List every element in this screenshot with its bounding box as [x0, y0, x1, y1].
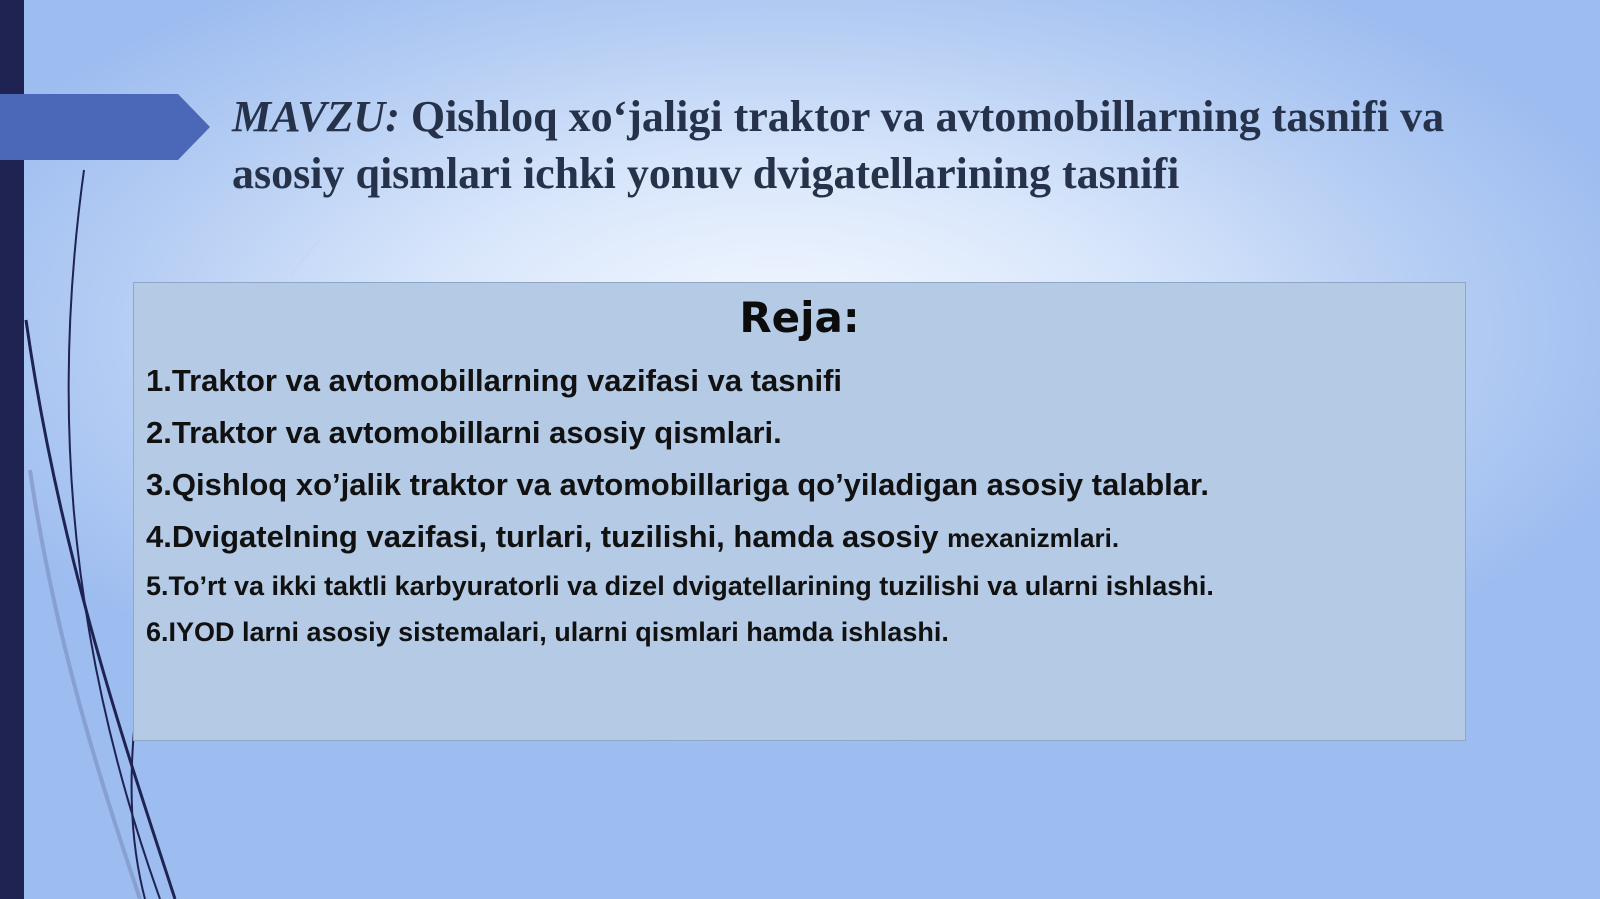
plan-item-4-main: 4.Dvigatelning vazifasi, turlari, tuzilishi, hamda asosiy	[146, 519, 948, 554]
plan-item-2: 2.Traktor va avtomobillarni asosiy qismlari.	[146, 415, 782, 450]
arrow-tab-shape	[0, 94, 210, 160]
slide-title	[232, 88, 1532, 202]
title-lead: MAVZU:	[232, 92, 400, 141]
title-text: Qishloq xo‘jaligi traktor va avtomobillarning tasnifi va asosiy qismlari ichki yonuv dvigatellarining tasnifi	[232, 92, 1445, 198]
plan-box	[133, 282, 1466, 741]
plan-item-6: 6.IYOD larni asosiy sistemalari, ularni qismlari hamda ishlashi.	[146, 617, 949, 647]
plan-item-4	[146, 519, 1119, 555]
plan-item-3: 3.Qishloq xo’jalik traktor va avtomobillariga qo’yiladigan asosiy talablar.	[146, 467, 1209, 502]
plan-item-4-tail: mexanizmlari.	[947, 523, 1120, 553]
plan-item-5: 5.To’rt va ikki taktli karbyuratorli va dizel dvigatellarining tuzilishi va ularni ishlashi.	[146, 571, 1214, 601]
plan-heading: Reja:	[739, 293, 860, 342]
plan-item-1: 1.Traktor va avtomobillarning vazifasi va tasnifi	[146, 363, 843, 398]
